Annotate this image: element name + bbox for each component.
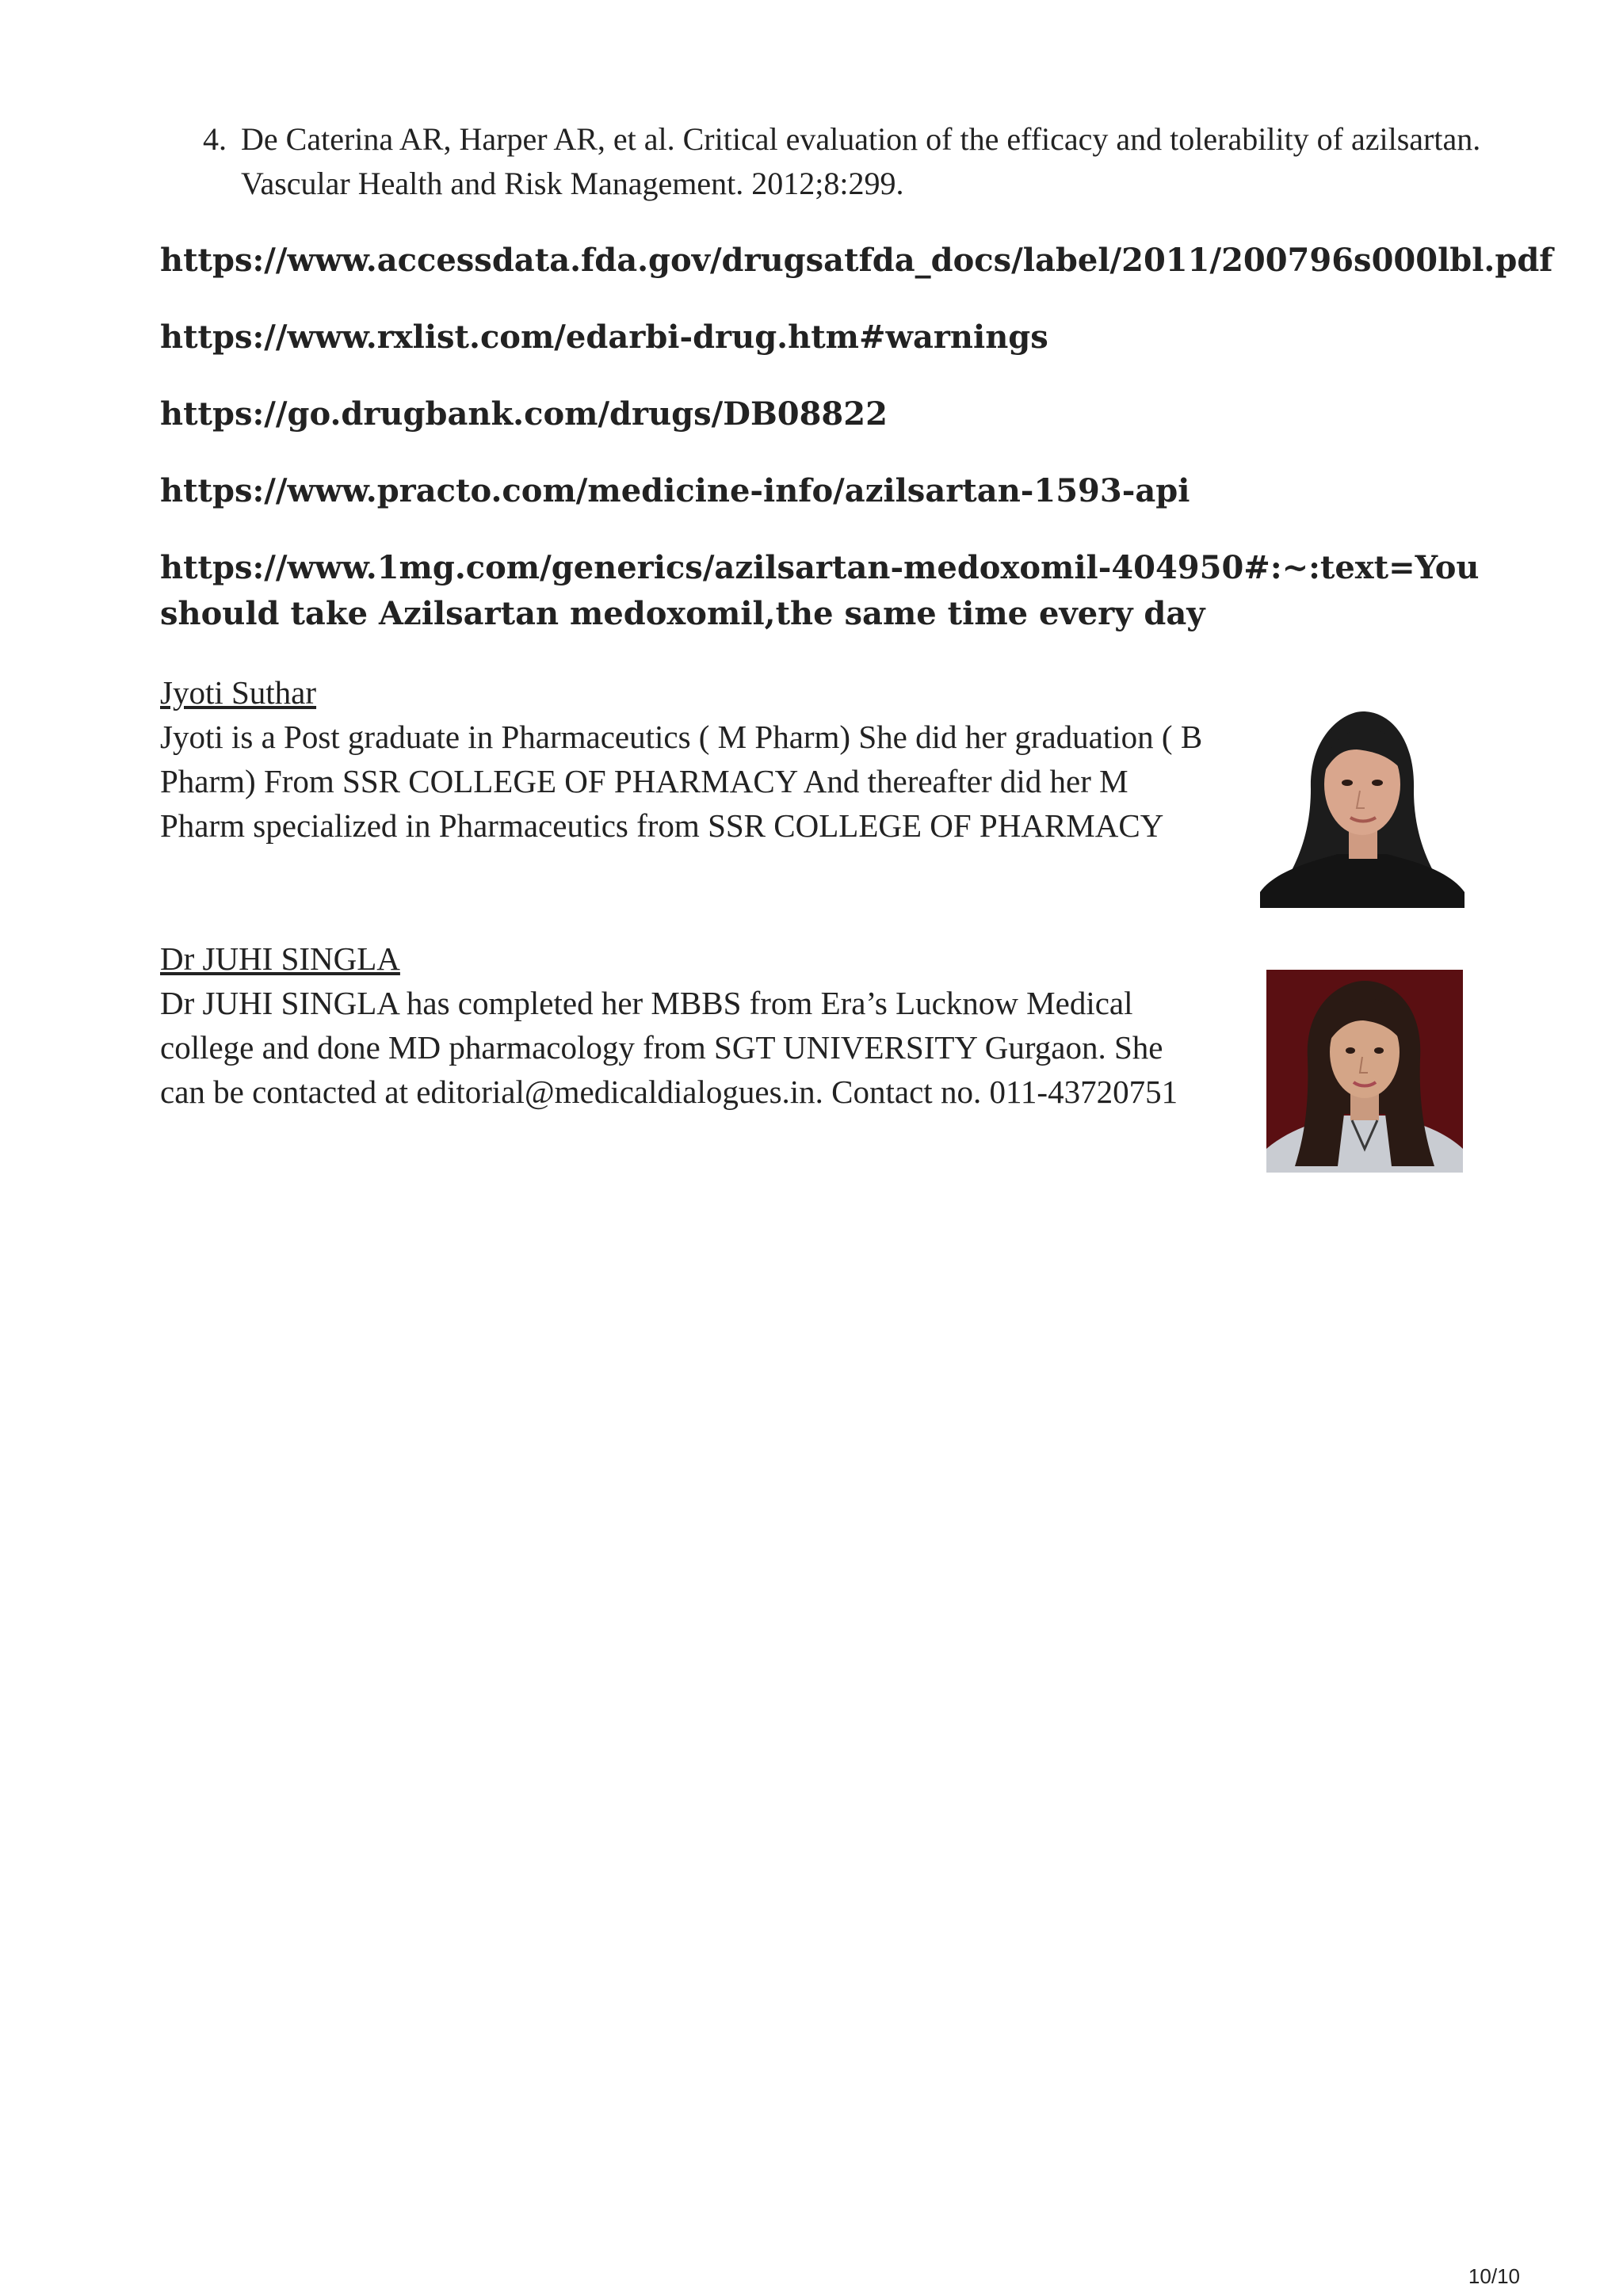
page-number: 10/10 [1468,2264,1520,2288]
author-photo-juhi [1266,970,1463,1173]
source-link-drugbank[interactable]: https://go.drugbank.com/drugs/DB08822 [160,395,888,433]
reference-text: De Caterina AR, Harper AR, et al. Critical evaluation of the efficacy and tolerability of azilsartan. Vascular Health and Risk Management. 2012;8:299. [241,121,1481,201]
author-bio: Dr JUHI SINGLA has completed her MBBS from Era’s Lucknow Medical college and done MD pharmacology from SGT UNIVERSITY Gurgaon. She can be contacted at editorial@medicaldialogues.in. Contact no. 011-43720751 [160,985,1178,1110]
author-name[interactable]: Dr JUHI SINGLA [160,940,400,977]
author-photo-jyoti [1260,697,1465,908]
source-link-rxlist[interactable]: https://www.rxlist.com/edarbi-drug.htm#warnings [160,318,1048,356]
reference-number: 4. [203,121,227,157]
source-link-fda[interactable]: https://www.accessdata.fda.gov/drugsatfda_docs/label/2011/200796s000lbl.pdf [160,242,1553,279]
source-link-1mg[interactable]: https://www.1mg.com/generics/azilsartan-medoxomil-404950#:~:text=You should take Azilsartan medoxomil,the same time every day [160,549,1480,632]
portrait-image [1260,697,1465,908]
source-link-practo[interactable]: https://www.practo.com/medicine-info/azilsartan-1593-api [160,472,1190,509]
portrait-image [1266,970,1463,1173]
author-bio: Jyoti is a Post graduate in Pharmaceutics ( M Pharm) She did her graduation ( B Pharm) From SSR COLLEGE OF PHARMACY And thereafter did her M Pharm specialized in Pharmaceutics from SSR COLLEGE OF PHARMACY [160,719,1203,844]
reference-item [203,117,1503,206]
author-name[interactable]: Jyoti Suthar [160,674,317,711]
